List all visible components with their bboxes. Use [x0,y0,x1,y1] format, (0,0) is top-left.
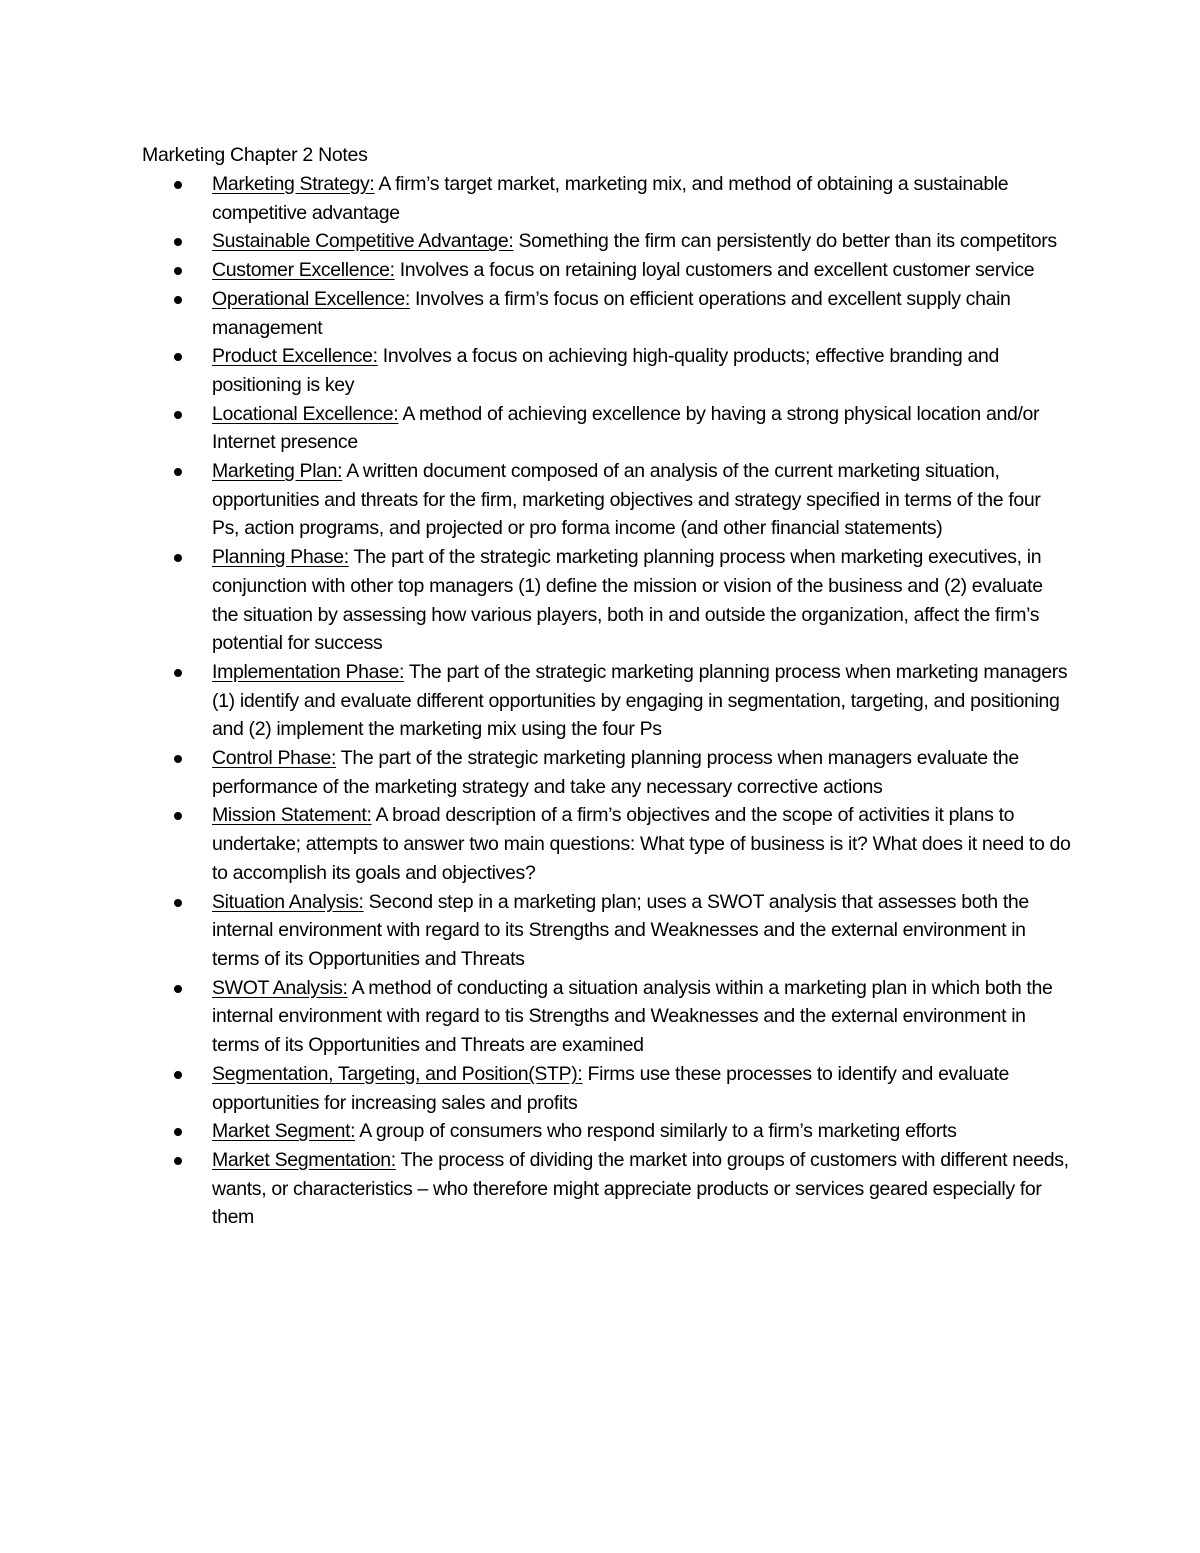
term-item-market-segmentation [142,1146,1072,1232]
bullet-icon [174,812,182,820]
term-label: Mission Statement: [212,804,372,827]
term-definition: Firms use these processes to identify and evaluate opportunities for increasing sales and profits [212,1062,1010,1114]
bullet-icon [174,267,182,275]
bullet-icon [174,1128,182,1136]
term-item-control-phase [142,744,1072,801]
term-item-marketing-strategy [142,170,1072,227]
term-label: Market Segmentation: [212,1148,396,1171]
term-item-product-excellence [142,342,1072,399]
term-definition: A broad description of a firm’s objectives and the scope of activities it plans to undertake; attempts to answer two main questions: What type of business is it? What does it need to do to accomplish its goals and objectives? [212,804,1071,884]
term-definition: Involves a focus on retaining loyal customers and excellent customer service [394,259,1035,282]
term-label: Operational Excellence: [212,287,410,310]
bullet-icon [174,554,182,562]
term-definition: The part of the strategic marketing planning process when marketing executives, in conjunction with other top managers (1) define the mission or vision of the business and (2) evaluate the situation by assessing how various players, both in and outside the organization, affect the firm’s potential for success [212,546,1043,655]
term-item-customer-excellence [142,256,1072,285]
bullet-icon [174,411,182,419]
bullet-icon [174,238,182,246]
term-item-planning-phase [142,543,1072,658]
term-definition: A firm’s target market, marketing mix, and method of obtaining a sustainable competitive advantage [212,173,1009,224]
term-item-locational-excellence [142,400,1072,457]
term-item-implementation-phase [142,658,1072,744]
term-definition: A group of consumers who respond similarly to a firm’s marketing efforts [355,1120,957,1143]
bullet-icon [174,1071,182,1079]
bullet-icon [174,296,182,304]
bullet-icon [174,755,182,763]
term-item-sustainable-competitive-advantage [142,227,1072,256]
term-label: Planning Phase: [212,546,349,569]
term-label: Customer Excellence: [212,259,395,282]
term-label: SWOT Analysis: [212,976,348,999]
bullet-icon [174,1157,182,1165]
term-item-mission-statement [142,801,1072,887]
term-item-stp [142,1060,1072,1117]
term-label: Control Phase: [212,747,337,770]
term-definition: Something the firm can persistently do better than its competitors [513,230,1057,253]
term-definition: Involves a firm’s focus on efficient operations and excellent supply chain management [212,287,1011,339]
term-label: Sustainable Competitive Advantage: [212,230,514,253]
term-label: Segmentation, Targeting, and Position(STP): [212,1062,583,1085]
term-label: Locational Excellence: [212,402,399,425]
term-item-market-segment [142,1117,1072,1146]
term-item-operational-excellence [142,285,1072,342]
term-definition: The part of the strategic marketing planning process when managers evaluate the performance of the marketing strategy and take any necessary corrective actions [212,747,1019,798]
term-item-marketing-plan [142,457,1072,543]
document-title: Marketing Chapter 2 Notes [142,144,368,166]
terms-list [142,170,1072,1232]
term-definition: Second step in a marketing plan; uses a SWOT analysis that assesses both the internal environment with regard to its Strengths and Weaknesses and the external environment in terms of its Opportunities and Threats [212,890,1029,970]
term-label: Implementation Phase: [212,660,405,683]
term-item-swot-analysis [142,974,1072,1060]
term-definition: A method of conducting a situation analysis within a marketing plan in which both the internal environment with regard to tis Strengths and Weaknesses and the external environment in terms of its Opportunities and Threats are examined [212,976,1053,1057]
term-item-situation-analysis [142,888,1072,974]
term-definition: A method of achieving excellence by having a strong physical location and/or Internet presence [212,402,1040,454]
document-page [142,141,1072,1232]
term-definition: The part of the strategic marketing planning process when marketing managers (1) identify and evaluate different opportunities by engaging in segmentation, targeting, and positioning and (2) implement the marketing mix using the four Ps [212,660,1068,741]
bullet-icon [174,468,182,476]
term-label: Marketing Strategy: [212,173,375,195]
term-label: Market Segment: [212,1120,356,1143]
term-definition: Involves a focus on achieving high-quality products; effective branding and positioning is key [212,345,999,396]
term-label: Product Excellence: [212,345,378,368]
bullet-icon [174,899,182,907]
bullet-icon [174,669,182,677]
term-definition: A written document composed of an analysis of the current marketing situation, opportunities and threats for the firm, marketing objectives and strategy specified in terms of the four Ps, action programs, and projected or pro forma income (and other financial statements) [212,460,1041,540]
term-label: Marketing Plan: [212,460,343,483]
bullet-icon [174,353,182,361]
term-definition: The process of dividing the market into groups of customers with different needs, wants, or characteristics – who therefore might appreciate products or services geared especially for them [212,1148,1069,1229]
bullet-icon [174,985,182,993]
bullet-icon [174,181,182,189]
term-label: Situation Analysis: [212,890,364,913]
